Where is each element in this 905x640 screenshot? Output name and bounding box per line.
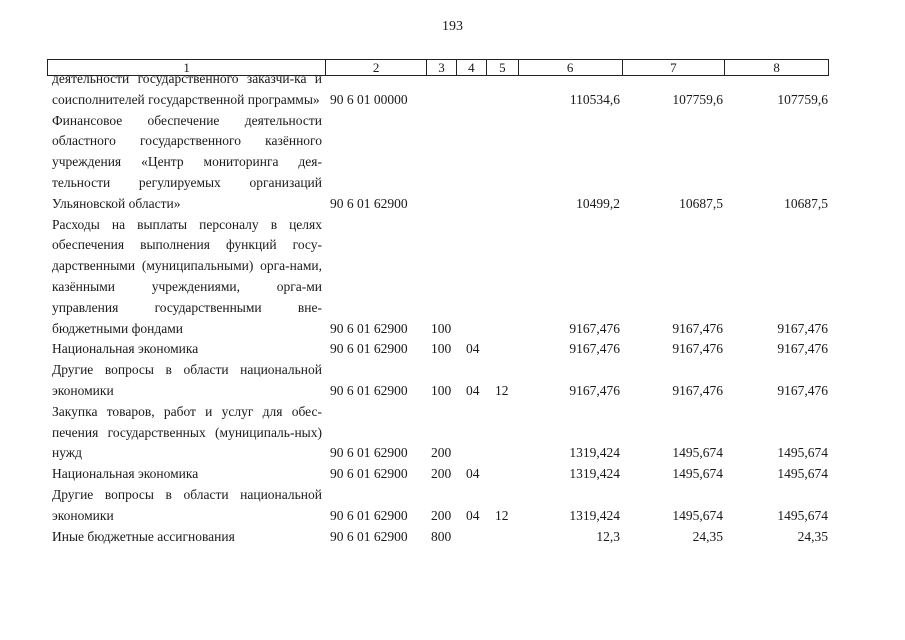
row-code: 90 6 01 62900 [330, 195, 408, 211]
row-col-3: 100 [431, 320, 452, 336]
row-col-5: 12 [495, 382, 509, 398]
row-code: 90 6 01 62900 [330, 320, 408, 336]
row-col-4: 04 [466, 466, 480, 482]
row-value-7: 9167,476 [672, 341, 723, 357]
table-row [0, 360, 905, 402]
table-body [0, 71, 905, 547]
row-value-7: 107759,6 [672, 91, 723, 107]
header-col-5: 5 [487, 60, 519, 75]
table-row [0, 402, 905, 464]
page-number: 193 [442, 19, 463, 34]
row-code: 90 6 01 62900 [330, 382, 408, 398]
row-code: 90 6 01 62900 [330, 507, 408, 523]
row-col-5: 12 [495, 507, 509, 523]
header-col-6: 6 [519, 60, 623, 75]
row-value-8: 1495,674 [777, 507, 828, 523]
header-col-1: 1 [48, 60, 326, 75]
table-row [0, 69, 905, 111]
row-value-6: 9167,476 [569, 382, 620, 398]
row-value-6: 10499,2 [576, 195, 620, 211]
row-value-7: 1495,674 [672, 466, 723, 482]
row-description: Финансовое обеспечение деятельности областного государственного казённого учреждения «Центр мониторинга дея-тельности регулируемых организаций Ульяновской области» [52, 112, 322, 211]
row-value-7: 1495,674 [672, 507, 723, 523]
header-col-3: 3 [427, 60, 457, 75]
row-value-7: 9167,476 [672, 320, 723, 336]
row-code: 90 6 01 62900 [330, 466, 408, 482]
header-col-2: 2 [326, 60, 427, 75]
header-col-7: 7 [623, 60, 726, 75]
row-col-3: 100 [431, 341, 452, 357]
row-value-6: 1319,424 [569, 445, 620, 461]
row-value-7: 9167,476 [672, 382, 723, 398]
row-value-8: 24,35 [797, 528, 828, 544]
row-description: Национальная экономика [52, 341, 199, 357]
row-value-6: 110534,6 [569, 91, 620, 107]
row-code: 90 6 01 00000 [330, 91, 408, 107]
row-description: Другие вопросы в области национальной экономики [52, 362, 322, 398]
row-col-3: 100 [431, 382, 452, 398]
row-description: Другие вопросы в области национальной экономики [52, 486, 322, 523]
row-col-3: 200 [431, 445, 452, 461]
table-row [0, 464, 905, 485]
row-value-7: 1495,674 [672, 445, 723, 461]
row-value-6: 1319,424 [569, 466, 620, 482]
row-value-6: 1319,424 [569, 507, 620, 523]
row-value-7: 24,35 [692, 528, 723, 544]
row-value-6: 9167,476 [569, 341, 620, 357]
row-description: Национальная экономика [52, 466, 199, 482]
row-value-8: 10687,5 [784, 195, 828, 211]
row-value-8: 9167,476 [777, 341, 828, 357]
row-description: Иные бюджетные ассигнования [52, 528, 235, 544]
row-code: 90 6 01 62900 [330, 445, 408, 461]
row-value-8: 9167,476 [777, 320, 828, 336]
row-value-6: 12,3 [596, 528, 620, 544]
row-col-4: 04 [466, 507, 480, 523]
row-description: деятельности государственного заказчи-ка и соисполнителей государственной программы» [52, 71, 322, 107]
row-value-8: 107759,6 [777, 91, 828, 107]
header-col-8: 8 [773, 60, 780, 75]
row-value-8: 9167,476 [777, 382, 828, 398]
row-code: 90 6 01 62900 [330, 341, 408, 357]
row-description: Закупка товаров, работ и услуг для обес-печения государственных (муниципаль-ных) нужд [52, 403, 322, 461]
row-description: Расходы на выплаты персоналу в целях обеспечения выполнения функций госу-дарственными (муниципальными) орга-нами, казёнными учреждениями, орга-ми управления государственными вне-бюджетными фондами [52, 216, 322, 336]
row-value-8: 1495,674 [777, 445, 828, 461]
table-row [0, 339, 905, 360]
table-row [0, 527, 905, 548]
row-col-3: 200 [431, 466, 452, 482]
row-value-8: 1495,674 [777, 466, 828, 482]
table-row [0, 485, 905, 527]
row-col-4: 04 [466, 382, 480, 398]
row-value-7: 10687,5 [679, 195, 723, 211]
row-code: 90 6 01 62900 [330, 528, 408, 544]
header-col-4: 4 [457, 60, 487, 75]
row-value-6: 9167,476 [569, 320, 620, 336]
table-row [0, 215, 905, 340]
row-col-4: 04 [466, 341, 480, 357]
row-col-3: 200 [431, 507, 452, 523]
row-col-3: 800 [431, 528, 452, 544]
table-row [0, 111, 905, 215]
